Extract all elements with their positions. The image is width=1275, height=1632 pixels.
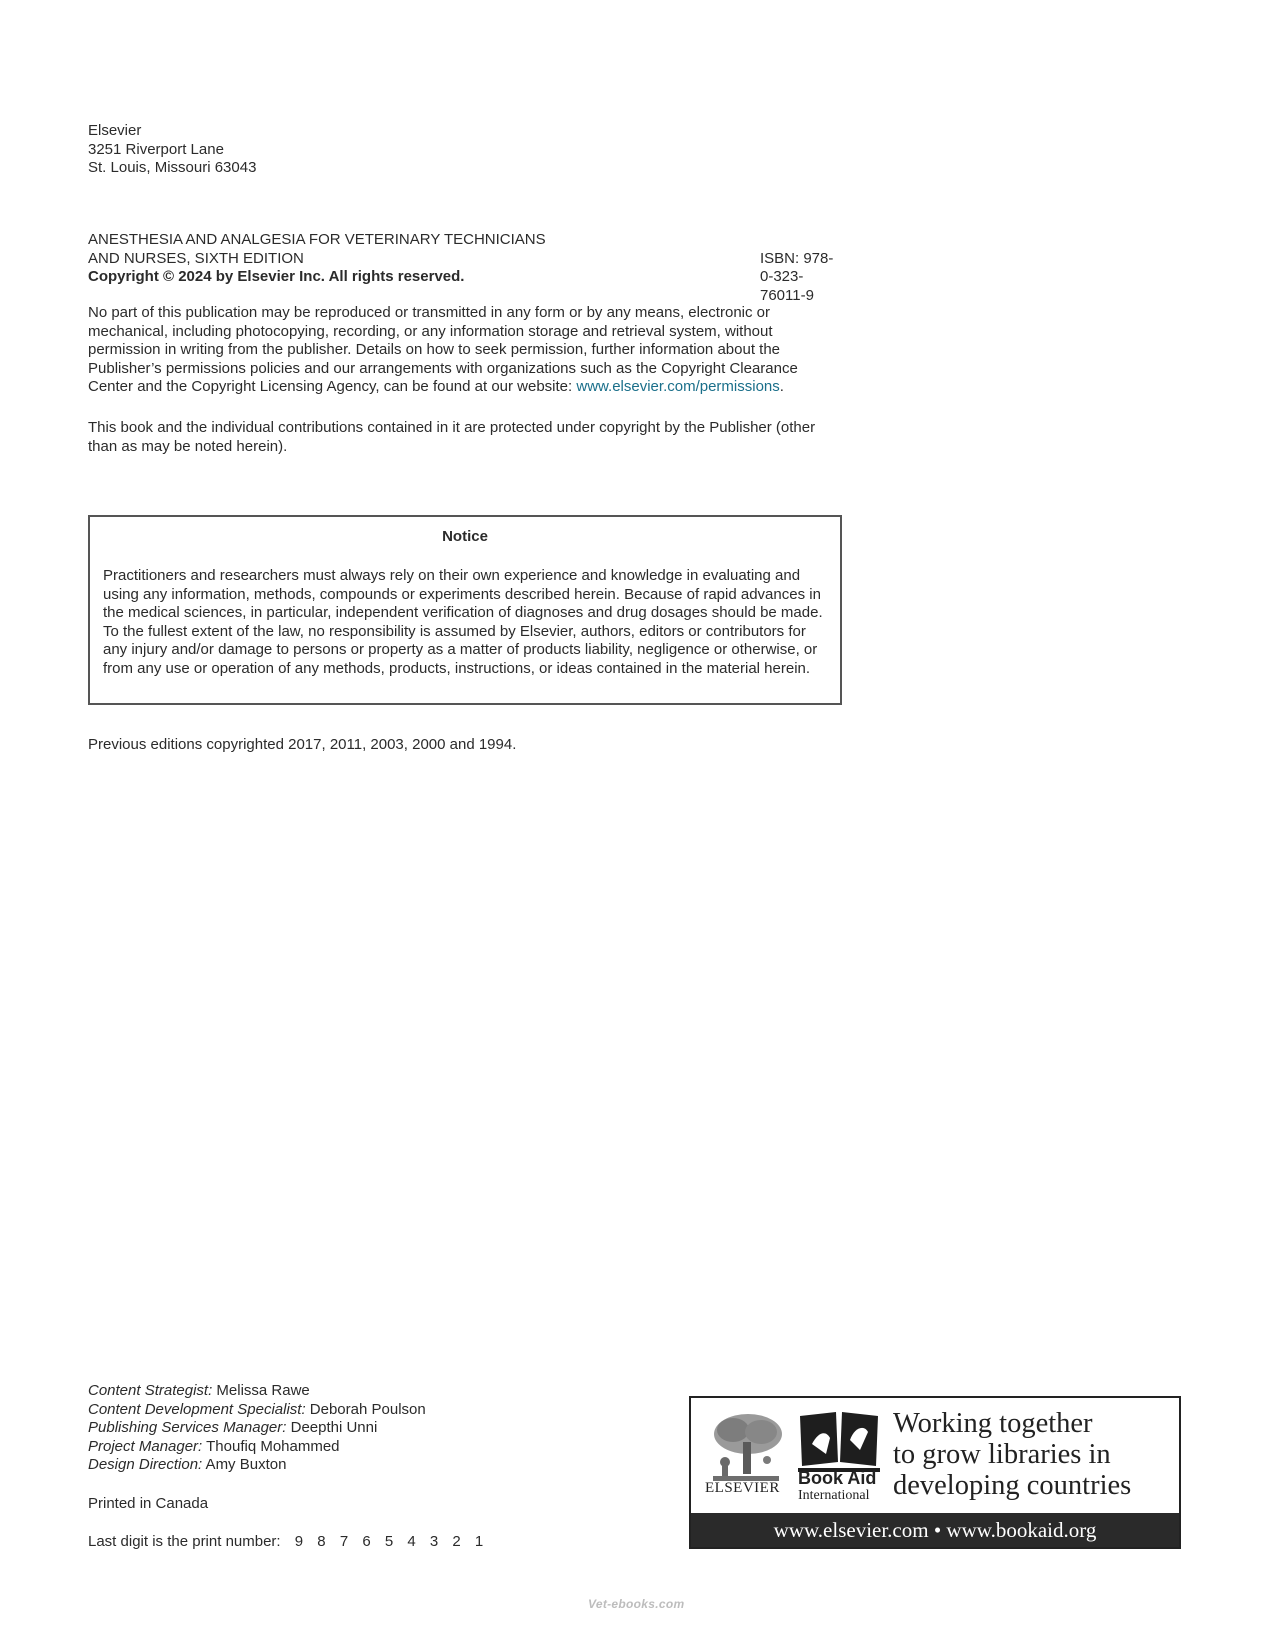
notice-heading: Notice xyxy=(442,528,488,545)
elsevier-tree-icon xyxy=(703,1412,785,1482)
bookaid-badge xyxy=(689,1396,1181,1549)
credit-line xyxy=(88,1456,426,1475)
permissions-end: . xyxy=(779,378,784,395)
print-digit: 5 xyxy=(384,1533,394,1550)
book-title-line: ANESTHESIA AND ANALGESIA FOR VETERINARY TECHNICIANS xyxy=(88,231,546,248)
credit-role: Content Strategist: xyxy=(88,1382,213,1399)
credit-line xyxy=(88,1438,426,1457)
notice-box xyxy=(88,515,842,705)
protection-paragraph: This book and the individual contributions contained in it are protected under copyright by the Publisher (other than as may be noted herein). xyxy=(88,419,816,455)
credit-role: Content Development Specialist: xyxy=(88,1400,306,1418)
print-digit: 8 xyxy=(317,1533,326,1550)
address-line: St. Louis, Missouri 63043 xyxy=(88,159,257,176)
bookaid-title: Book Aid xyxy=(798,1468,877,1488)
print-number-line xyxy=(88,1533,483,1552)
watermark: Vet-ebooks.com xyxy=(588,1597,685,1611)
tagline-line: Working together xyxy=(893,1408,1093,1439)
permissions-link[interactable]: www.elsevier.com/permissions xyxy=(576,378,780,395)
previous-editions: Previous editions copyrighted 2017, 2011, 2003, 2000 and 1994. xyxy=(88,736,517,753)
print-digit: 3 xyxy=(429,1533,439,1550)
print-number-label: Last digit is the print number: xyxy=(88,1533,281,1550)
bookaid-tagline xyxy=(893,1408,1178,1501)
permissions-text: No part of this publication may be reproduced or transmitted in any form or by any means, electronic or mechanical, including photocopying, recording, or any information storage and retrieval system, without permission in writing from the publisher. Details on how to seek permission, further information about the Publisher’s permissions policies and our arrangements with organizations such as the Copyright Clearance Center and the Copyright Licensing Agency, can be found at our website: xyxy=(88,304,798,395)
address-line: 3251 Riverport Lane xyxy=(88,140,224,158)
print-digit: 1 xyxy=(474,1533,484,1550)
print-digit: 7 xyxy=(339,1533,349,1550)
credit-name: Amy Buxton xyxy=(202,1456,287,1473)
isbn: ISBN: 978-0-323-76011-9 xyxy=(760,249,834,304)
print-digit: 2 xyxy=(452,1533,461,1550)
bookaid-book-icon xyxy=(798,1410,880,1472)
address-line: Elsevier xyxy=(88,122,142,139)
book-title-block xyxy=(88,231,838,304)
publisher-address xyxy=(88,122,256,178)
credit-role: Design Direction: xyxy=(88,1456,203,1473)
tagline-line: to grow libraries in xyxy=(893,1439,1111,1470)
credit-role: Project Manager: xyxy=(88,1437,203,1455)
credit-name: Deepthi Unni xyxy=(286,1419,378,1436)
credit-name: Thoufiq Mohammed xyxy=(202,1437,340,1455)
credit-name: Melissa Rawe xyxy=(212,1382,310,1399)
permissions-paragraph xyxy=(88,304,838,397)
credit-line xyxy=(88,1419,426,1438)
credit-line xyxy=(88,1401,426,1420)
credit-line xyxy=(88,1382,426,1401)
printed-in: Printed in Canada xyxy=(88,1495,209,1512)
bookaid-websites: www.elsevier.com • www.bookaid.org xyxy=(691,1513,1179,1547)
credit-name: Deborah Poulson xyxy=(305,1400,426,1418)
book-title-line: AND NURSES, SIXTH EDITION xyxy=(88,249,304,267)
print-digit: 9 xyxy=(294,1533,304,1550)
notice-body: Practitioners and researchers must always rely on their own experience and knowledge in evaluating and using any information, methods, compounds or experiments described herein. Because of rapid advances in the medical sciences, in particular, independent verification of diagnoses and drug dosages should be made. To the fullest extent of the law, no responsibility is assumed by Elsevier, authors, editors or contributors for any injury and/or damage to persons or property as a matter of products liability, negligence or otherwise, or from any use or operation of any methods, products, instructions, or ideas contained in the material herein. xyxy=(103,567,823,677)
credit-role: Publishing Services Manager: xyxy=(88,1419,287,1436)
copyright-line: Copyright © 2024 by Elsevier Inc. All rights reserved. xyxy=(88,268,465,285)
bookaid-subtitle: International xyxy=(798,1488,870,1503)
elsevier-wordmark: ELSEVIER xyxy=(705,1480,780,1496)
print-number-digits xyxy=(285,1533,483,1550)
print-digit: 6 xyxy=(362,1533,371,1550)
tagline-line: developing countries xyxy=(893,1470,1132,1501)
credits-list xyxy=(88,1382,426,1475)
print-digit: 4 xyxy=(407,1533,416,1550)
